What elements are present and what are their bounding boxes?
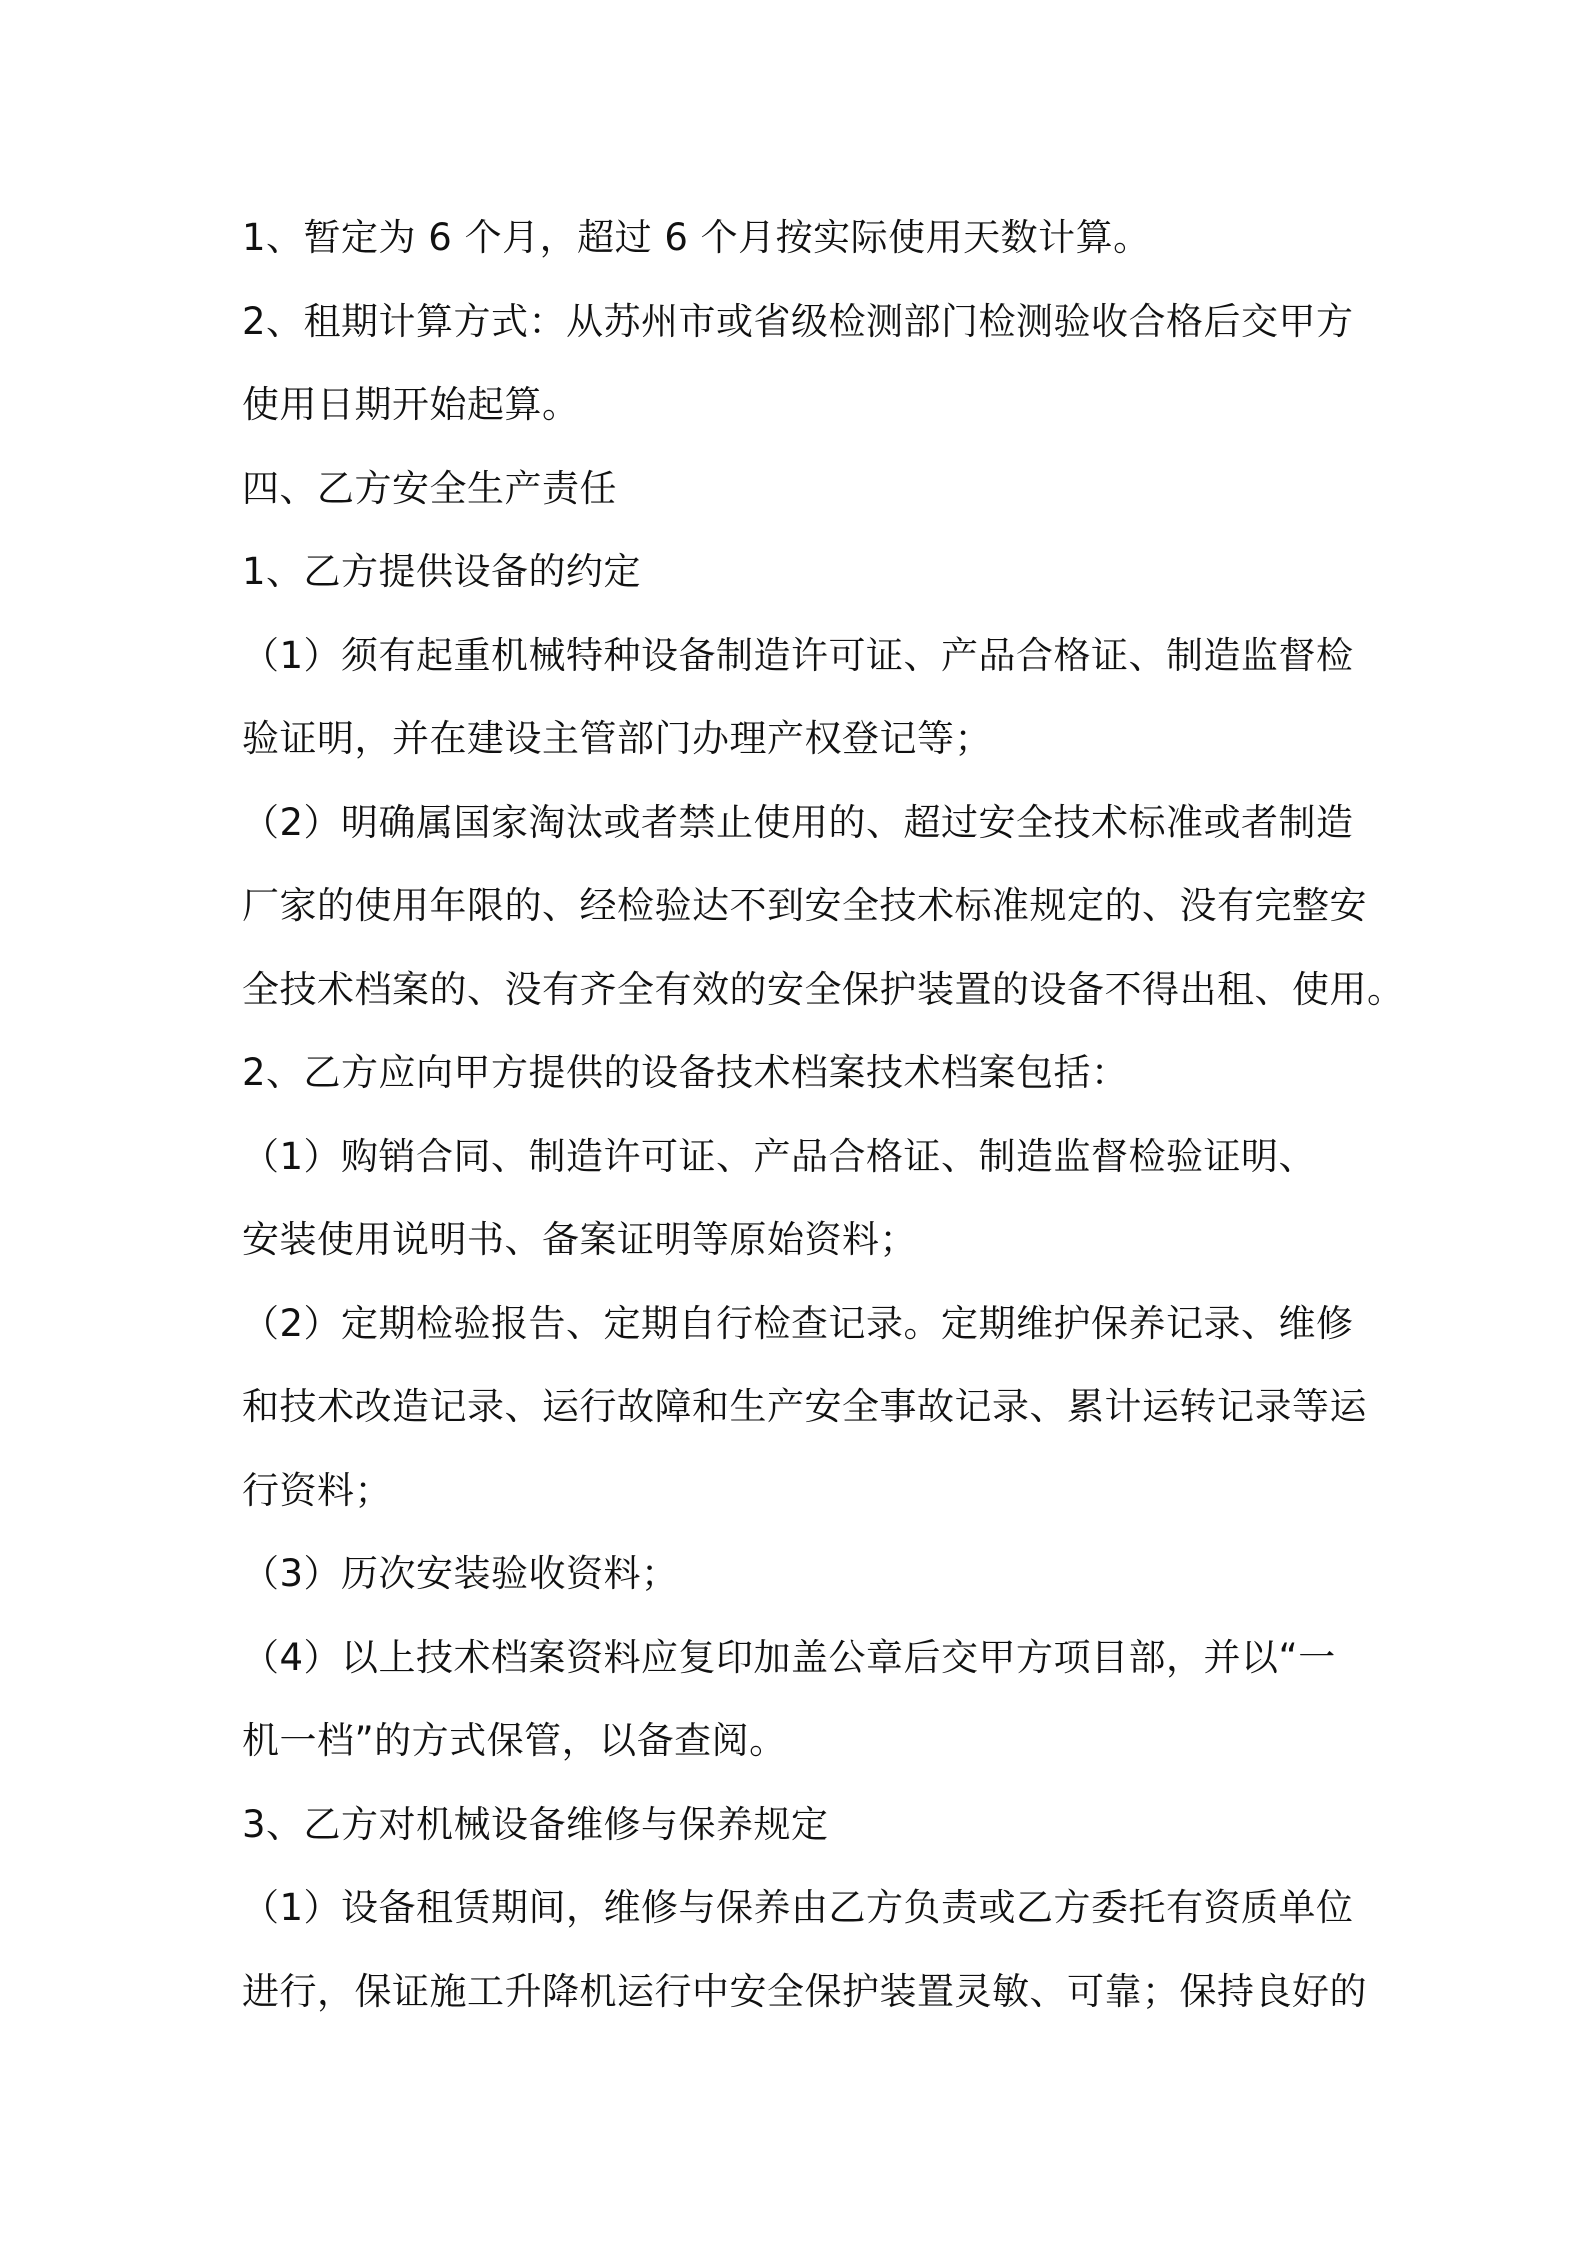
heading-text: 2、乙方应向甲方提供的设备技术档案技术档案包括： bbox=[242, 1051, 1129, 1094]
line-text: 进行，保证施工升降机运行中安全保护装置灵敏、可靠；保持良好的 bbox=[242, 1969, 1367, 2013]
line-text: 验证明，并在建设主管部门办理产权登记等； bbox=[242, 717, 992, 760]
section-heading-4 bbox=[242, 447, 1362, 531]
line-text: 机一档”的方式保管，以备查阅。 bbox=[242, 1719, 787, 1762]
line-text: （4）以上技术档案资料应复印加盖公章后交甲方项目部，并以“一 bbox=[242, 1635, 1336, 1679]
subsection-heading-3 bbox=[242, 1783, 1362, 1867]
line-text: 2、租期计算方式：从苏州市或省级检测部门检测验收合格后交甲方 bbox=[242, 299, 1354, 343]
text-line-7 bbox=[242, 697, 1362, 781]
heading-text: 四、乙方安全生产责任 bbox=[242, 466, 617, 510]
line-text: 和技术改造记录、运行故障和生产安全事故记录、累计运转记录等运 bbox=[242, 1385, 1367, 1428]
line-text: 行资料； bbox=[242, 1468, 392, 1512]
line-text: （1）购销合同、制造许可证、产品合格证、制造监督检验证明、 bbox=[242, 1134, 1317, 1178]
line-text: 使用日期开始起算。 bbox=[242, 383, 580, 426]
line-text: （2）定期检验报告、定期自行检查记录。定期维护保养记录、维修 bbox=[242, 1301, 1354, 1345]
text-line-10 bbox=[242, 948, 1405, 1032]
line-text: 安装使用说明书、备案证明等原始资料； bbox=[242, 1218, 917, 1261]
text-line-6 bbox=[242, 614, 1362, 698]
line-text: 全技术档案的、没有齐全有效的安全保护装置的设备不得出租、使用。 bbox=[242, 967, 1405, 1011]
text-line-1 bbox=[242, 196, 1362, 280]
text-line-14 bbox=[242, 1282, 1362, 1366]
subsection-heading-1 bbox=[242, 530, 1362, 614]
subsection-heading-2 bbox=[242, 1031, 1362, 1115]
text-line-8 bbox=[242, 781, 1362, 865]
text-line-22 bbox=[242, 1950, 1367, 2034]
text-line-21 bbox=[242, 1866, 1362, 1950]
line-text: （2）明确属国家淘汰或者禁止使用的、超过安全技术标准或者制造 bbox=[242, 800, 1354, 844]
heading-text: 1、乙方提供设备的约定 bbox=[242, 550, 642, 593]
text-line-19 bbox=[242, 1699, 1362, 1783]
text-line-15 bbox=[242, 1365, 1367, 1449]
text-line-12 bbox=[242, 1115, 1362, 1199]
heading-text: 3、乙方对机械设备维修与保养规定 bbox=[242, 1802, 829, 1846]
line-text: （1）须有起重机械特种设备制造许可证、产品合格证、制造监督检 bbox=[242, 633, 1354, 677]
text-line-17 bbox=[242, 1532, 1362, 1616]
line-text: （1）设备租赁期间，维修与保养由乙方负责或乙方委托有资质单位 bbox=[242, 1886, 1354, 1929]
text-line-16 bbox=[242, 1449, 1362, 1533]
line-text: 厂家的使用年限的、经检验达不到安全技术标准规定的、没有完整安 bbox=[242, 884, 1367, 927]
text-line-2 bbox=[242, 280, 1362, 364]
text-line-13 bbox=[242, 1198, 1362, 1282]
line-text: （3）历次安装验收资料； bbox=[242, 1552, 679, 1595]
line-text: 1、暂定为 6 个月，超过 6 个月按实际使用天数计算。 bbox=[242, 216, 1151, 259]
text-line-3 bbox=[242, 363, 1362, 447]
text-line-9 bbox=[242, 864, 1367, 948]
document-body bbox=[242, 196, 1405, 2033]
text-line-18 bbox=[242, 1616, 1362, 1700]
